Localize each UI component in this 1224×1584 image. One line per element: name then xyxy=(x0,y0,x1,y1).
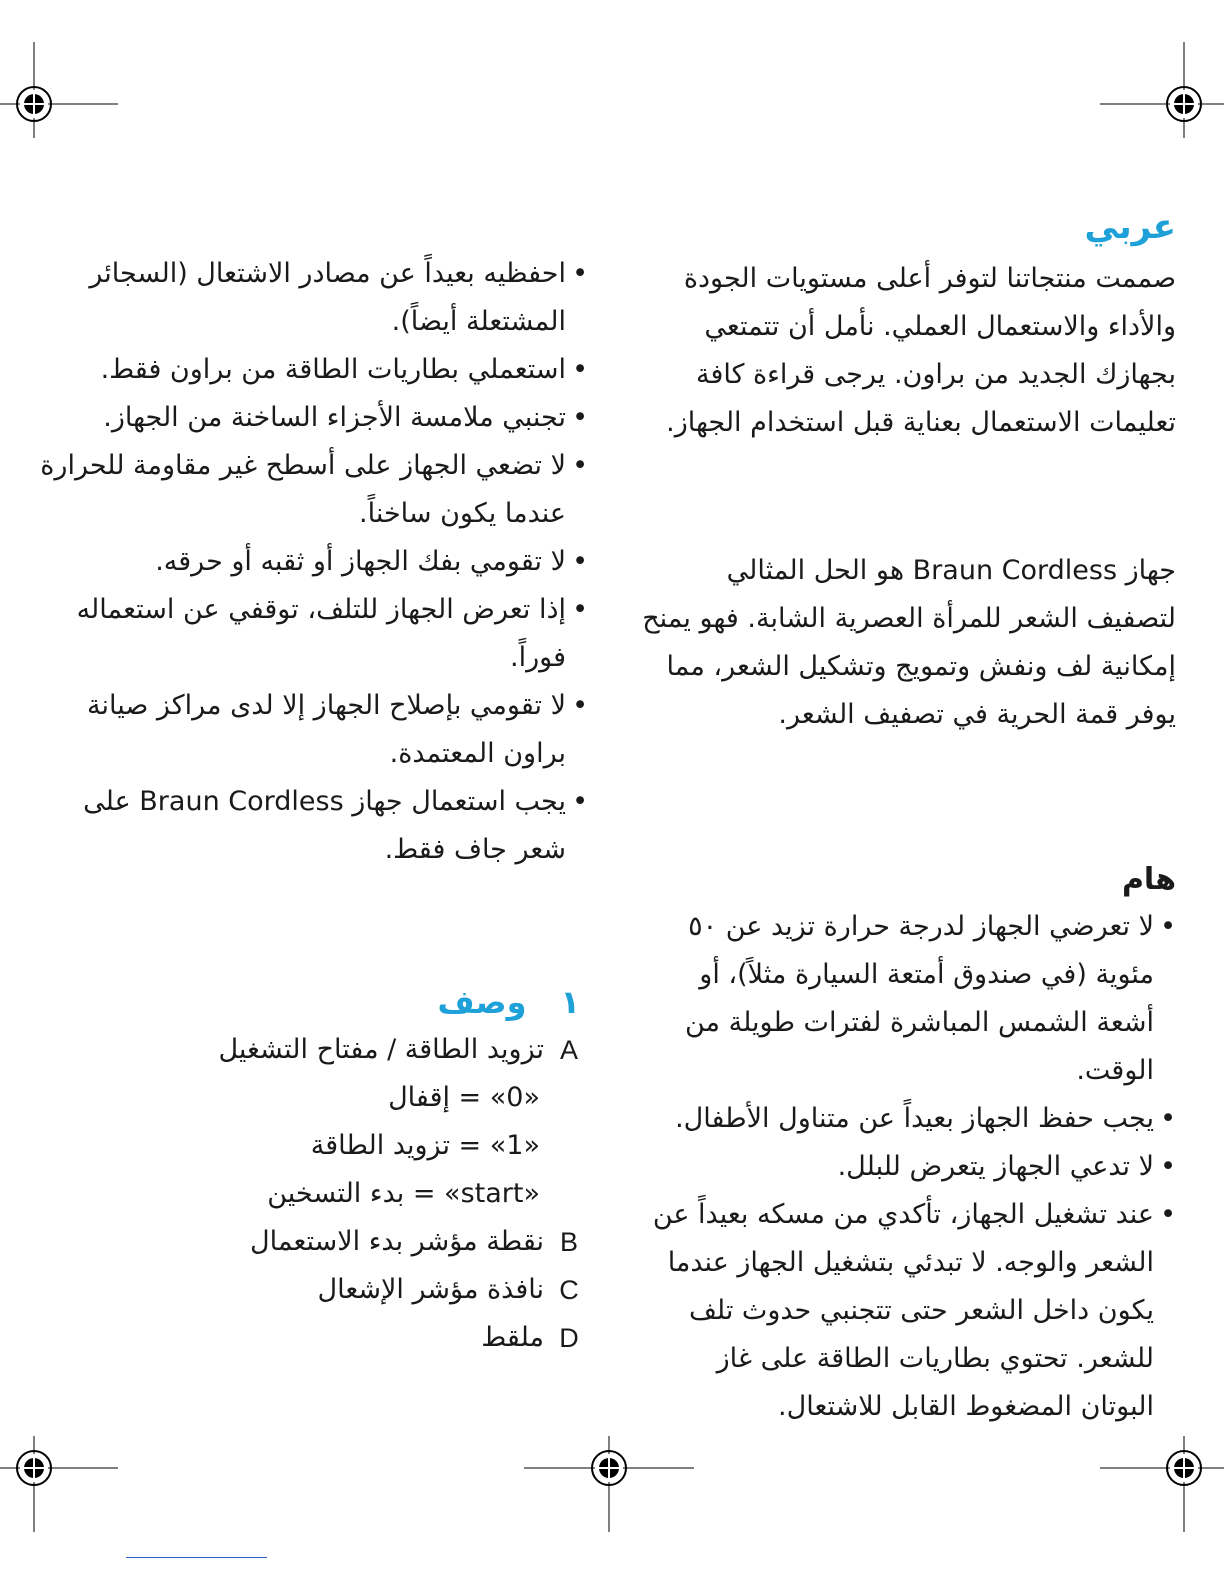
list-item: • لا تعرضي الجهاز لدرجة حرارة تزيد عن ٥٠ مئوية (في صندوق أمتعة السيارة مثلاً)، أو أشعة الشمس المباشرة لفترات طويلة من الوقت. xyxy=(650,903,1176,1095)
list-item: • إذا تعرض الجهاز للتلف، توقفي عن استعماله فوراً. xyxy=(40,586,588,682)
item-text: تزويد الطاقة / مفتاح التشغيل xyxy=(218,1034,544,1065)
right-column xyxy=(630,205,1176,1431)
important-heading: هام xyxy=(1121,862,1176,897)
item-letter: C xyxy=(559,1275,579,1305)
list-item: • يجب حفظ الجهاز بعيداً عن متناول الأطفال. xyxy=(650,1095,1176,1143)
item-letter: D xyxy=(559,1323,579,1353)
section-title: وصف xyxy=(437,983,527,1021)
list-item: • لا تدعي الجهاز يتعرض للبلل. xyxy=(650,1143,1176,1191)
description-item-b xyxy=(40,1218,588,1266)
list-item: • لا تقومي بإصلاح الجهاز إلا لدى مراكز صيانة براون المعتمدة. xyxy=(40,682,588,778)
list-item: • تجنبي ملامسة الأجزاء الساخنة من الجهاز. xyxy=(40,394,588,442)
item-text: نافذة مؤشر الإشعال xyxy=(317,1274,544,1305)
item-letter: B xyxy=(559,1227,578,1257)
registration-mark-bottom-right-icon xyxy=(1100,1436,1224,1536)
switch-positions xyxy=(40,1074,588,1218)
item-text: نقطة مؤشر بدء الاستعمال xyxy=(249,1226,544,1257)
left-column xyxy=(40,250,588,1362)
description-item-d xyxy=(40,1314,588,1362)
safety-list xyxy=(40,250,588,874)
important-list xyxy=(650,903,1176,1431)
list-item: • يجب استعمال جهاز Braun Cordless على شعر جاف فقط. xyxy=(40,778,588,874)
switch-position-start: «start» = بدء التسخين xyxy=(267,1178,540,1209)
description-item-a xyxy=(40,1026,588,1074)
description-heading xyxy=(40,978,588,1026)
item-letter: A xyxy=(559,1035,578,1065)
product-paragraph: جهاز Braun Cordless هو الحل المثالي لتصفيف الشعر للمرأة العصرية الشابة. فهو يمنح إمكانية لف ونفش وتمويج وتشكيل الشعر، مما يوفر قمة الحرية في تصفيف الشعر. xyxy=(642,555,1176,730)
registration-mark-top-right-icon xyxy=(1100,42,1224,162)
list-item: • لا تقومي بفك الجهاز أو ثقبه أو حرقه. xyxy=(40,538,588,586)
description-item-c xyxy=(40,1266,588,1314)
list-item: • استعملي بطاريات الطاقة من براون فقط. xyxy=(40,346,588,394)
language-title: عربي xyxy=(1084,207,1176,247)
switch-position-on: «1» = تزويد الطاقة xyxy=(310,1130,540,1161)
intro-paragraph: صممت منتجاتنا لتوفر أعلى مستويات الجودة والأداء والاستعمال العملي. نأمل أن تتمتعي بجهازك الجديد من براون. يرجى قراءة كافة تعليمات الاستعمال بعناية قبل استخدام الجهاز. xyxy=(666,263,1176,438)
section-number: ١ xyxy=(560,983,580,1021)
item-text: ملقط xyxy=(481,1322,544,1353)
registration-mark-bottom-center-icon xyxy=(524,1436,694,1536)
list-item: • عند تشغيل الجهاز، تأكدي من مسكه بعيداً عن الشعر والوجه. لا تبدئي بتشغيل الجهاز عندما يكون داخل الشعر حتى تتجنبي حدوث تلف للشعر. تحتوي بطاريات الطاقة على غاز البوتان المضغوط القابل للاشتعال. xyxy=(650,1191,1176,1431)
registration-mark-top-left-icon xyxy=(0,42,120,162)
switch-position-off: «0» = إقفال xyxy=(388,1082,540,1113)
list-item: • احفظيه بعيداً عن مصادر الاشتعال (السجائر المشتعلة أيضاً). xyxy=(40,250,588,346)
list-item: • لا تضعي الجهاز على أسطح غير مقاومة للحرارة عندما يكون ساخناً. xyxy=(40,442,588,538)
bottom-rule xyxy=(126,1557,267,1558)
registration-mark-bottom-left-icon xyxy=(0,1436,120,1536)
